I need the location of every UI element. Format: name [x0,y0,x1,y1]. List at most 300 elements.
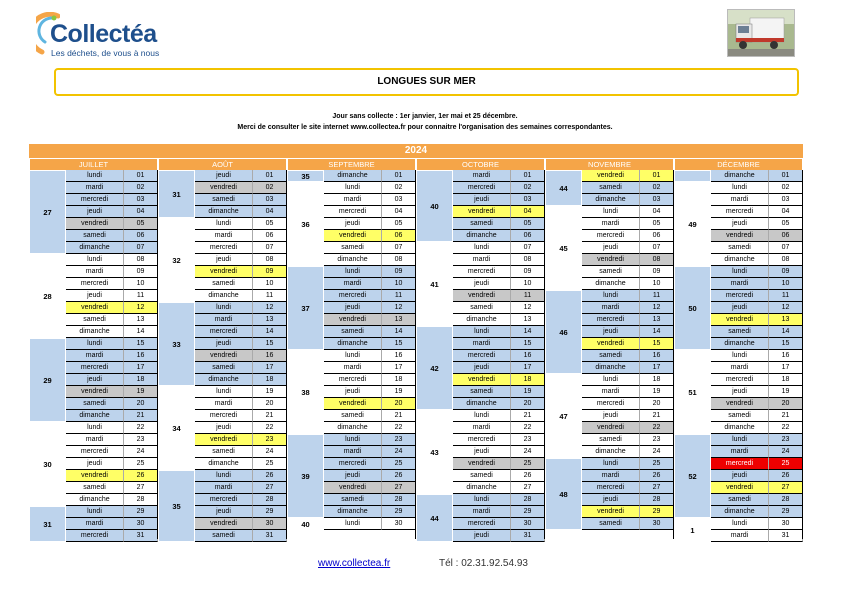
day-date: 13 [511,314,545,326]
day-name: vendredi [582,338,640,350]
day-date: 30 [769,518,803,530]
day-date: 16 [769,350,803,362]
day-date: 12 [382,302,416,314]
day-name: jeudi [453,446,511,458]
day-name: jeudi [582,494,640,506]
day-name: mercredi [195,326,253,338]
day-name: mardi [324,362,382,374]
day-date: 29 [640,506,674,518]
day-name: dimanche [453,482,511,494]
day-name: jeudi [66,374,124,386]
week-number: 32 [158,218,195,302]
day-date: 12 [511,302,545,314]
day-name: lundi [324,350,382,362]
day-date: 13 [253,314,287,326]
day-date: 15 [640,338,674,350]
day-date: 08 [640,254,674,266]
day-date: 10 [511,278,545,290]
day-date: 30 [124,518,158,530]
month-divider [802,170,803,539]
day-date: 26 [511,470,545,482]
day-date: 26 [124,470,158,482]
day-date: 19 [640,386,674,398]
day-date: 02 [382,182,416,194]
day-date: 27 [511,482,545,494]
day-name: jeudi [582,242,640,254]
day-name: lundi [324,182,382,194]
day-date: 29 [769,506,803,518]
day-name: jeudi [195,422,253,434]
day-name: samedi [582,434,640,446]
week-number: 47 [545,374,582,458]
day-name: vendredi [711,482,769,494]
day-date: 06 [124,230,158,242]
day-name: samedi [324,410,382,422]
week-number: 35 [287,170,324,182]
day-name: jeudi [324,302,382,314]
day-date: 18 [769,374,803,386]
day-name: vendredi [195,434,253,446]
day-name: mercredi [195,410,253,422]
day-date: 02 [769,182,803,194]
day-name: lundi [711,266,769,278]
day-name: mardi [195,398,253,410]
month-header: SEPTEMBRE [288,159,415,170]
day-date: 20 [124,398,158,410]
day-name: mercredi [66,362,124,374]
day-date: 16 [511,350,545,362]
day-date: 22 [124,422,158,434]
day-date: 20 [769,398,803,410]
day-date: 26 [640,470,674,482]
day-date: 24 [640,446,674,458]
logo-name: Collectéa [50,20,157,48]
day-date: 14 [640,326,674,338]
day-date: 24 [769,446,803,458]
day-name: mercredi [324,290,382,302]
week-number: 38 [287,350,324,434]
week-number: 34 [158,386,195,470]
day-name: dimanche [195,290,253,302]
day-name: vendredi [582,506,640,518]
collectea-logo [36,10,176,60]
day-date: 17 [511,362,545,374]
day-name: vendredi [582,254,640,266]
day-name: dimanche [324,338,382,350]
week-number: 48 [545,458,582,530]
week-number: 1 [674,518,711,542]
day-date: 21 [769,410,803,422]
day-date: 08 [382,254,416,266]
day-name: vendredi [582,422,640,434]
day-date: 24 [382,446,416,458]
day-name: dimanche [324,422,382,434]
day-name: samedi [66,230,124,242]
day-name: vendredi [453,458,511,470]
day-date: 27 [382,482,416,494]
week-number: 33 [158,302,195,386]
day-name: dimanche [66,410,124,422]
day-date: 03 [382,194,416,206]
day-name: jeudi [324,218,382,230]
day-name: jeudi [453,362,511,374]
day-name: mercredi [453,350,511,362]
day-date: 26 [382,470,416,482]
month-header: OCTOBRE [417,159,544,170]
day-name: mardi [195,230,253,242]
day-name: dimanche [711,338,769,350]
day-name: lundi [711,434,769,446]
day-name: mardi [66,518,124,530]
day-date: 14 [382,326,416,338]
day-date: 11 [382,290,416,302]
day-date: 19 [124,386,158,398]
day-name: mardi [711,194,769,206]
week-number: 50 [674,266,711,350]
day-name: dimanche [582,278,640,290]
day-name: mardi [582,470,640,482]
day-date: 23 [253,434,287,446]
day-name: lundi [582,290,640,302]
day-name: jeudi [195,254,253,266]
day-name: samedi [711,242,769,254]
day-name: mardi [66,350,124,362]
day-date: 19 [511,386,545,398]
day-date: 10 [769,278,803,290]
day-name: dimanche [711,422,769,434]
day-name: lundi [453,410,511,422]
week-number: 39 [287,434,324,518]
day-name: dimanche [711,506,769,518]
day-date: 12 [640,302,674,314]
day-date: 31 [124,530,158,542]
day-name: lundi [66,506,124,518]
day-name: dimanche [582,446,640,458]
day-name: samedi [453,302,511,314]
day-date: 17 [253,362,287,374]
day-name: mardi [453,422,511,434]
day-name: vendredi [66,470,124,482]
day-date: 09 [382,266,416,278]
day-date: 09 [769,266,803,278]
day-name: dimanche [324,254,382,266]
day-date: 01 [382,170,416,182]
day-date: 13 [769,314,803,326]
week-number: 29 [29,338,66,422]
week-number: 49 [674,182,711,266]
day-name: mercredi [195,494,253,506]
day-name: vendredi [453,206,511,218]
day-name: lundi [582,374,640,386]
day-date: 25 [511,458,545,470]
day-name: vendredi [195,518,253,530]
day-date: 02 [640,182,674,194]
day-date: 18 [640,374,674,386]
day-name: mardi [582,386,640,398]
day-name: lundi [324,518,382,530]
day-date: 15 [769,338,803,350]
day-date: 11 [511,290,545,302]
day-date: 03 [124,194,158,206]
day-date: 23 [124,434,158,446]
day-date: 25 [253,458,287,470]
day-date: 08 [124,254,158,266]
day-name: jeudi [582,410,640,422]
day-name: mardi [582,302,640,314]
day-date: 24 [511,446,545,458]
day-date: 28 [640,494,674,506]
day-name: vendredi [195,182,253,194]
day-name: vendredi [582,170,640,182]
day-date: 27 [640,482,674,494]
day-name: samedi [582,266,640,278]
day-date: 21 [253,410,287,422]
day-date: 22 [769,422,803,434]
day-date: 21 [124,410,158,422]
day-date: 17 [769,362,803,374]
day-date: 04 [124,206,158,218]
day-date: 05 [382,218,416,230]
day-name: vendredi [711,230,769,242]
day-name: jeudi [453,530,511,542]
day-name: mercredi [711,458,769,470]
day-name: mercredi [453,266,511,278]
day-name: vendredi [711,398,769,410]
day-name: dimanche [66,494,124,506]
day-name: mercredi [582,482,640,494]
day-date: 18 [511,374,545,386]
day-date: 30 [382,518,416,530]
day-date: 30 [640,518,674,530]
day-date: 28 [511,494,545,506]
day-date: 16 [640,350,674,362]
day-name: samedi [66,314,124,326]
week-number: 30 [29,422,66,506]
day-date: 31 [253,530,287,542]
day-name: lundi [453,494,511,506]
day-name: samedi [711,326,769,338]
day-date: 27 [769,482,803,494]
week-number: 41 [416,242,453,326]
day-date: 02 [124,182,158,194]
day-date: 30 [511,518,545,530]
day-name: samedi [582,182,640,194]
day-name: mercredi [66,530,124,542]
day-name: jeudi [324,386,382,398]
day-date: 28 [253,494,287,506]
day-date: 01 [769,170,803,182]
day-name: jeudi [711,470,769,482]
day-date: 18 [253,374,287,386]
day-date: 10 [253,278,287,290]
day-date: 20 [253,398,287,410]
week-number: 40 [416,170,453,242]
day-name: mercredi [324,458,382,470]
month-header: NOVEMBRE [546,159,673,170]
day-date: 07 [124,242,158,254]
week-number: 52 [674,434,711,518]
day-name: mardi [66,182,124,194]
day-date: 19 [382,386,416,398]
day-name: samedi [453,386,511,398]
day-date: 03 [253,194,287,206]
day-date: 04 [382,206,416,218]
day-date: 12 [124,302,158,314]
day-name: vendredi [711,314,769,326]
day-date: 03 [640,194,674,206]
day-name: vendredi [195,266,253,278]
day-name: samedi [195,446,253,458]
day-name: dimanche [453,230,511,242]
day-date: 06 [769,230,803,242]
day-date: 31 [511,530,545,542]
day-name: mercredi [453,182,511,194]
day-date: 14 [253,326,287,338]
day-date: 15 [253,338,287,350]
week-number [674,170,711,182]
day-name: mercredi [453,518,511,530]
day-date: 09 [511,266,545,278]
day-name: mercredi [582,230,640,242]
day-name: jeudi [195,170,253,182]
day-name: mercredi [66,194,124,206]
day-name: lundi [582,458,640,470]
day-name: lundi [66,338,124,350]
day-name: vendredi [195,350,253,362]
day-date: 27 [124,482,158,494]
day-name: mardi [453,338,511,350]
day-date: 28 [382,494,416,506]
day-date: 23 [511,434,545,446]
day-name: dimanche [195,206,253,218]
day-name: mercredi [66,278,124,290]
day-name: samedi [453,218,511,230]
day-name: dimanche [324,506,382,518]
website-link[interactable]: www.collectea.fr [318,558,391,569]
month-header: JUILLET [30,159,157,170]
day-name: samedi [711,494,769,506]
day-name: samedi [582,350,640,362]
day-date: 27 [253,482,287,494]
day-name: lundi [453,242,511,254]
week-number: 37 [287,266,324,350]
day-date: 05 [640,218,674,230]
day-date: 23 [640,434,674,446]
day-name: lundi [195,470,253,482]
day-name: mardi [453,254,511,266]
day-date: 20 [640,398,674,410]
day-name: mercredi [582,398,640,410]
day-date: 11 [124,290,158,302]
day-name: mardi [453,506,511,518]
day-date: 02 [253,182,287,194]
day-name: dimanche [195,458,253,470]
day-date: 22 [382,422,416,434]
day-date: 15 [511,338,545,350]
day-date: 12 [253,302,287,314]
week-number: 31 [158,170,195,218]
day-date: 10 [124,278,158,290]
page-title: LONGUES SUR MER [54,68,799,96]
week-number: 46 [545,290,582,374]
day-date: 14 [124,326,158,338]
day-date: 16 [253,350,287,362]
day-date: 09 [124,266,158,278]
day-date: 11 [253,290,287,302]
day-name: lundi [195,218,253,230]
day-date: 02 [511,182,545,194]
day-name: mardi [195,314,253,326]
day-name: mardi [66,266,124,278]
day-date: 13 [382,314,416,326]
day-name: jeudi [711,302,769,314]
day-date: 07 [640,242,674,254]
day-name: samedi [711,410,769,422]
week-number: 51 [674,350,711,434]
day-date: 06 [253,230,287,242]
day-date: 29 [511,506,545,518]
day-date: 29 [124,506,158,518]
day-name: samedi [453,470,511,482]
day-name: jeudi [66,290,124,302]
day-date: 04 [253,206,287,218]
day-name: vendredi [66,386,124,398]
day-date: 26 [253,470,287,482]
day-name: mercredi [324,374,382,386]
week-number: 44 [545,170,582,206]
day-date: 22 [511,422,545,434]
day-name: mardi [66,434,124,446]
day-date: 24 [124,446,158,458]
day-date: 26 [769,470,803,482]
day-name: mercredi [66,446,124,458]
day-date: 31 [769,530,803,542]
day-date: 28 [769,494,803,506]
week-number: 36 [287,182,324,266]
day-name: lundi [582,206,640,218]
week-number: 31 [29,506,66,542]
day-date: 22 [640,422,674,434]
day-name: lundi [711,182,769,194]
day-date: 16 [124,350,158,362]
day-name: mardi [582,218,640,230]
day-date: 22 [253,422,287,434]
week-number: 40 [287,518,324,530]
day-name: mercredi [582,314,640,326]
day-date: 05 [124,218,158,230]
day-name: samedi [324,242,382,254]
day-date: 04 [640,206,674,218]
day-date: 07 [382,242,416,254]
day-date: 06 [382,230,416,242]
day-date: 09 [640,266,674,278]
day-name: vendredi [453,374,511,386]
day-date: 21 [511,410,545,422]
day-name: lundi [66,254,124,266]
day-date: 23 [769,434,803,446]
day-name: samedi [582,518,640,530]
day-name: mercredi [711,374,769,386]
day-name: vendredi [324,230,382,242]
day-name: samedi [324,494,382,506]
day-name: jeudi [453,278,511,290]
day-name: vendredi [324,482,382,494]
day-name: mardi [453,170,511,182]
week-number: 45 [545,206,582,290]
day-name: mardi [195,482,253,494]
day-name: lundi [324,434,382,446]
day-name: lundi [711,350,769,362]
